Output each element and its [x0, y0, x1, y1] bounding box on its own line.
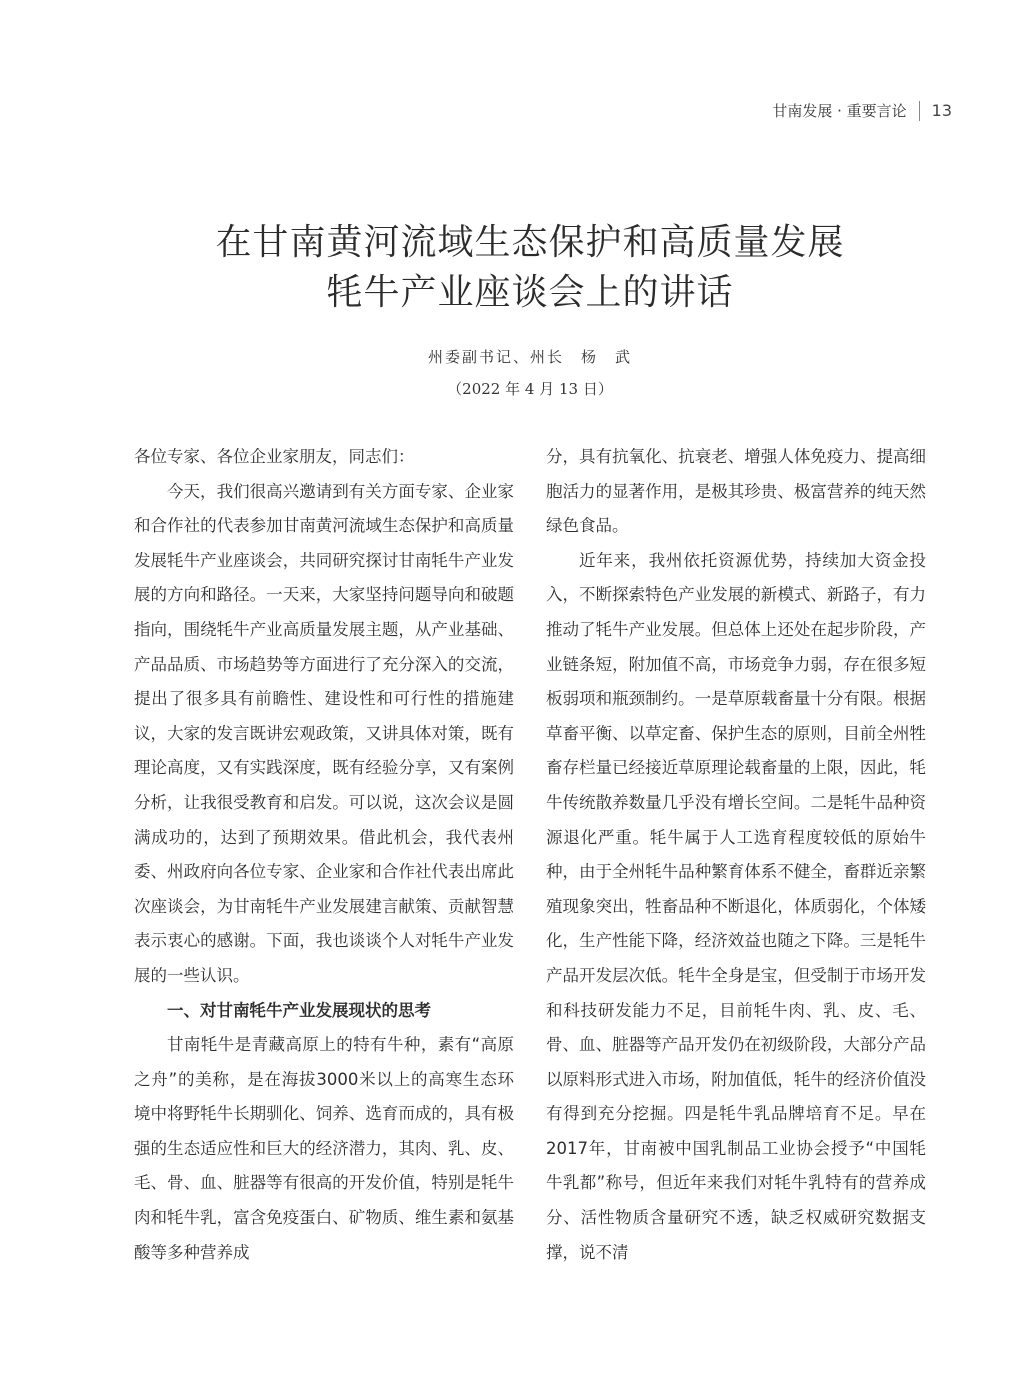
paragraph-2-continued: 分，具有抗氧化、抗衰老、增强人体免疫力、提高细胞活力的显著作用，是极其珍贵、极富营养的纯天然绿色食品。	[546, 447, 926, 536]
title-line-1: 在甘南黄河流域生态保护和高质量发展	[215, 222, 845, 263]
page-number: 13	[931, 101, 952, 120]
title-line-2: 牦牛产业座谈会上的讲话	[326, 272, 734, 313]
date-line: （2022 年 4 月 13 日）	[447, 380, 613, 398]
left-column	[134, 440, 514, 1270]
paragraph-1: 今天，我们很高兴邀请到有关方面专家、企业家和合作社的代表参加甘南黄河流域生态保护和高质量发展牦牛产业座谈会，共同研究探讨甘南牦牛产业发展的方向和路径。一天来，大家坚持问题导向和破题指向，围绕牦牛产业高质量发展主题，从产业基础、产品品质、市场趋势等方面进行了充分深入的交流，提出了很多具有前瞻性、建设性和可行性的措施建议，大家的发言既讲宏观政策，又讲具体对策，既有理论高度，又有实践深度，既有经验分享，又有案例分析，让我很受教育和启发。可以说，这次会议是圆满成功的，达到了预期效果。借此机会，我代表州委、州政府向各位专家、企业家和合作社代表出席此次座谈会，为甘南牦牛产业发展建言献策、贡献智慧表示衷心的感谢。下面，我也谈谈个人对牦牛产业发展的一些认识。	[134, 481, 514, 985]
paragraph-2: 甘南牦牛是青藏高原上的特有牛种，素有“高原之舟”的美称，是在海拔3000米以上的高寒生态环境中将野牦牛长期驯化、饲养、选育而成的，具有极强的生态适应性和巨大的经济潜力，其肉、乳、皮、毛、骨、血、脏器等有很高的开发价值，特别是牦牛肉和牦牛乳，富含免疫蛋白、矿物质、维生素和氨基酸等多种营养成	[134, 1035, 514, 1262]
salutation: 各位专家、各位企业家朋友，同志们：	[134, 447, 415, 466]
header-divider	[919, 101, 920, 121]
paragraph-3: 近年来，我州依托资源优势，持续加大资金投入，不断探索特色产业发展的新模式、新路子，有力推动了牦牛产业发展。但总体上还处在起步阶段，产业链条短，附加值不高，市场竞争力弱，存在很多短板弱项和瓶颈制约。一是草原载畜量十分有限。根据草畜平衡、以草定畜、保护生态的原则，目前全州牲畜存栏量已经接近草原理论载畜量的上限，因此，牦牛传统散养数量几乎没有增长空间。二是牦牛品种资源退化严重。牦牛属于人工选育程度较低的原始牛种，由于全州牦牛品种繁育体系不健全，畜群近亲繁殖现象突出，牲畜品种不断退化，体质弱化，个体矮化，生产性能下降，经济效益也随之下降。三是牦牛产品开发层次低。牦牛全身是宝，但受制于市场开发和科技研发能力不足，目前牦牛肉、乳、皮、毛、骨、血、脏器等产品开发仍在初级阶段，大部分产品以原料形式进入市场，附加值低，牦牛的经济价值没有得到充分挖掘。四是牦牛乳品牌培育不足。早在2017年，甘南被中国乳制品工业协会授予“中国牦牛乳都”称号，但近年来我们对牦牛乳特有的营养成分、活性物质含量研究不透，缺乏权威研究数据支撑，说不清	[546, 550, 926, 1262]
author-line: 州委副书记、州长 杨 武	[427, 348, 632, 366]
section-heading-1: 一、对甘南牦牛产业发展现状的思考	[167, 1000, 431, 1020]
right-column	[546, 440, 926, 1270]
section-name: 甘南发展 · 重要言论	[772, 102, 907, 120]
article-title	[0, 218, 1024, 318]
running-head	[772, 100, 952, 121]
